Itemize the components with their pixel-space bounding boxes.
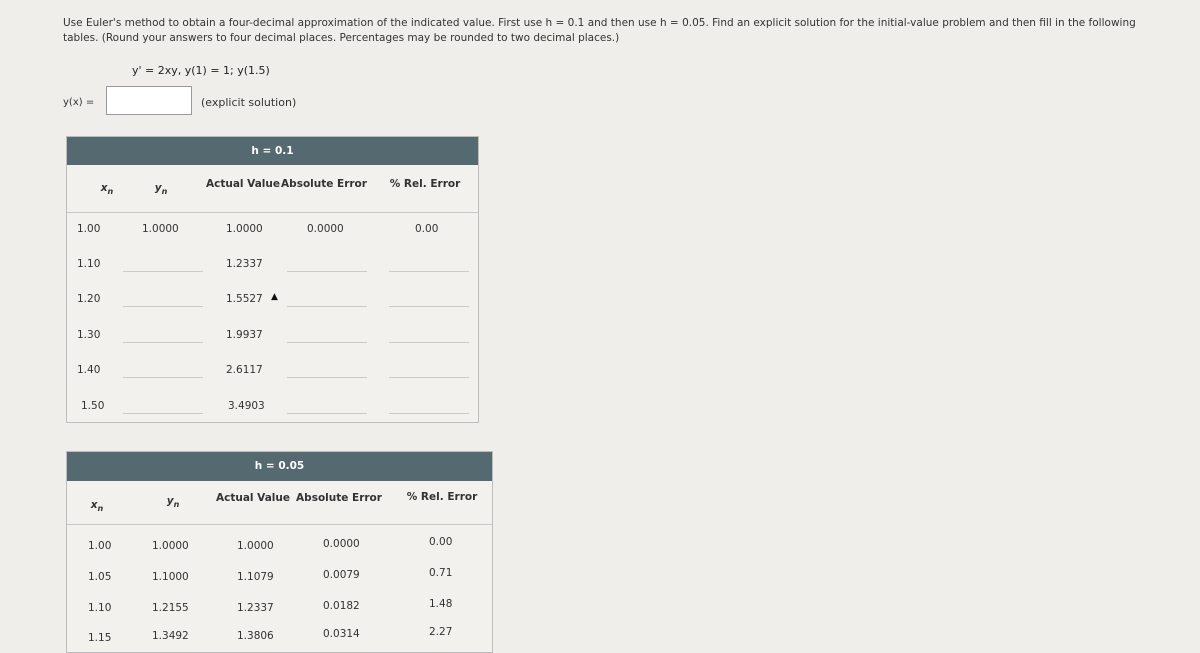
rel-error-input[interactable] — [389, 399, 469, 414]
yn-input[interactable] — [123, 257, 203, 272]
yn-input[interactable] — [123, 363, 203, 378]
table-cell-y: 1.0000 — [142, 223, 179, 235]
col-header-abs-error: Absolute Error — [281, 178, 367, 190]
mouse-pointer-icon: ▲ — [271, 292, 278, 302]
col-header-abs-error: Absolute Error — [296, 492, 382, 504]
table-cell-actual: 2.6117 — [226, 364, 263, 376]
table-cell-x: 1.10 — [77, 258, 101, 270]
abs-error-input[interactable] — [287, 292, 367, 307]
rel-error-input[interactable] — [389, 257, 469, 272]
initial-value-problem: y' = 2xy, y(1) = 1; y(1.5) — [132, 64, 270, 77]
table-cell-abs: 0.0314 — [323, 628, 360, 640]
table-cell-actual: 1.2337 — [226, 258, 263, 270]
table-cell-abs: 0.0000 — [307, 223, 344, 235]
table-cell-actual: 1.3806 — [237, 630, 274, 642]
col-header-xn: $x_n$ — [100, 182, 114, 197]
table-cell-actual: 1.0000 — [226, 223, 263, 235]
table-cell-rel: 1.48 — [429, 598, 453, 610]
table-cell-abs: 0.0000 — [323, 538, 360, 550]
table-cell-actual: 1.2337 — [237, 602, 274, 614]
col-header-xn: $x_n$ — [90, 499, 104, 514]
col-header-rel-error: % Rel. Error — [389, 178, 461, 190]
table-cell-x: 1.15 — [88, 632, 112, 644]
table-cell-x: 1.00 — [88, 540, 112, 552]
table-title: h = 0.05 — [67, 452, 492, 481]
table-cell-rel: 2.27 — [429, 626, 453, 638]
rel-error-input[interactable] — [389, 363, 469, 378]
table-cell-actual: 1.1079 — [237, 571, 274, 583]
abs-error-input[interactable] — [287, 328, 367, 343]
rel-error-input[interactable] — [389, 328, 469, 343]
table-cell-y: 1.1000 — [152, 571, 189, 583]
rel-error-input[interactable] — [389, 292, 469, 307]
table-cell-x: 1.00 — [77, 223, 101, 235]
abs-error-input[interactable] — [287, 363, 367, 378]
col-header-yn: $y_n$ — [166, 495, 180, 510]
table-cell-x: 1.30 — [77, 329, 101, 341]
table-cell-rel: 0.00 — [415, 223, 439, 235]
yn-input[interactable] — [123, 292, 203, 307]
problem-instructions: Use Euler's method to obtain a four-decimal approximation of the indicated value. First use h = 0.1 and then use h = 0.05. Find an explicit solution for the initial-value problem and then fill in the following tables. (Round your answers to four decimal places. Percentages may be rounded to two decimal places.) — [63, 17, 1136, 44]
table-cell-x: 1.05 — [88, 571, 112, 583]
table-cell-y: 1.0000 — [152, 540, 189, 552]
table-title: h = 0.1 — [67, 137, 478, 165]
explicit-solution-input[interactable] — [106, 86, 192, 115]
abs-error-input[interactable] — [287, 257, 367, 272]
table-h-0-1 — [66, 136, 479, 423]
table-cell-abs: 0.0079 — [323, 569, 360, 581]
table-cell-x: 1.50 — [81, 400, 105, 412]
col-header-yn: $y_n$ — [154, 182, 168, 197]
table-cell-abs: 0.0182 — [323, 600, 360, 612]
table-h-0-05 — [66, 451, 493, 653]
table-cell-x: 1.40 — [77, 364, 101, 376]
explicit-solution-label: y(x) = — [63, 97, 95, 108]
table-cell-y: 1.2155 — [152, 602, 189, 614]
col-header-actual: Actual Value — [205, 178, 281, 190]
table-cell-x: 1.20 — [77, 293, 101, 305]
yn-input[interactable] — [123, 399, 203, 414]
table-cell-rel: 0.71 — [429, 567, 453, 579]
table-cell-actual: 1.5527 — [226, 293, 263, 305]
explicit-solution-note: (explicit solution) — [201, 96, 297, 109]
table-cell-x: 1.10 — [88, 602, 112, 614]
table-cell-actual: 1.9937 — [226, 329, 263, 341]
abs-error-input[interactable] — [287, 399, 367, 414]
yn-input[interactable] — [123, 328, 203, 343]
col-header-rel-error: % Rel. Error — [406, 491, 478, 503]
table-cell-actual: 1.0000 — [237, 540, 274, 552]
table-cell-actual: 3.4903 — [228, 400, 265, 412]
table-cell-rel: 0.00 — [429, 536, 453, 548]
col-header-actual: Actual Value — [215, 492, 291, 504]
table-cell-y: 1.3492 — [152, 630, 189, 642]
